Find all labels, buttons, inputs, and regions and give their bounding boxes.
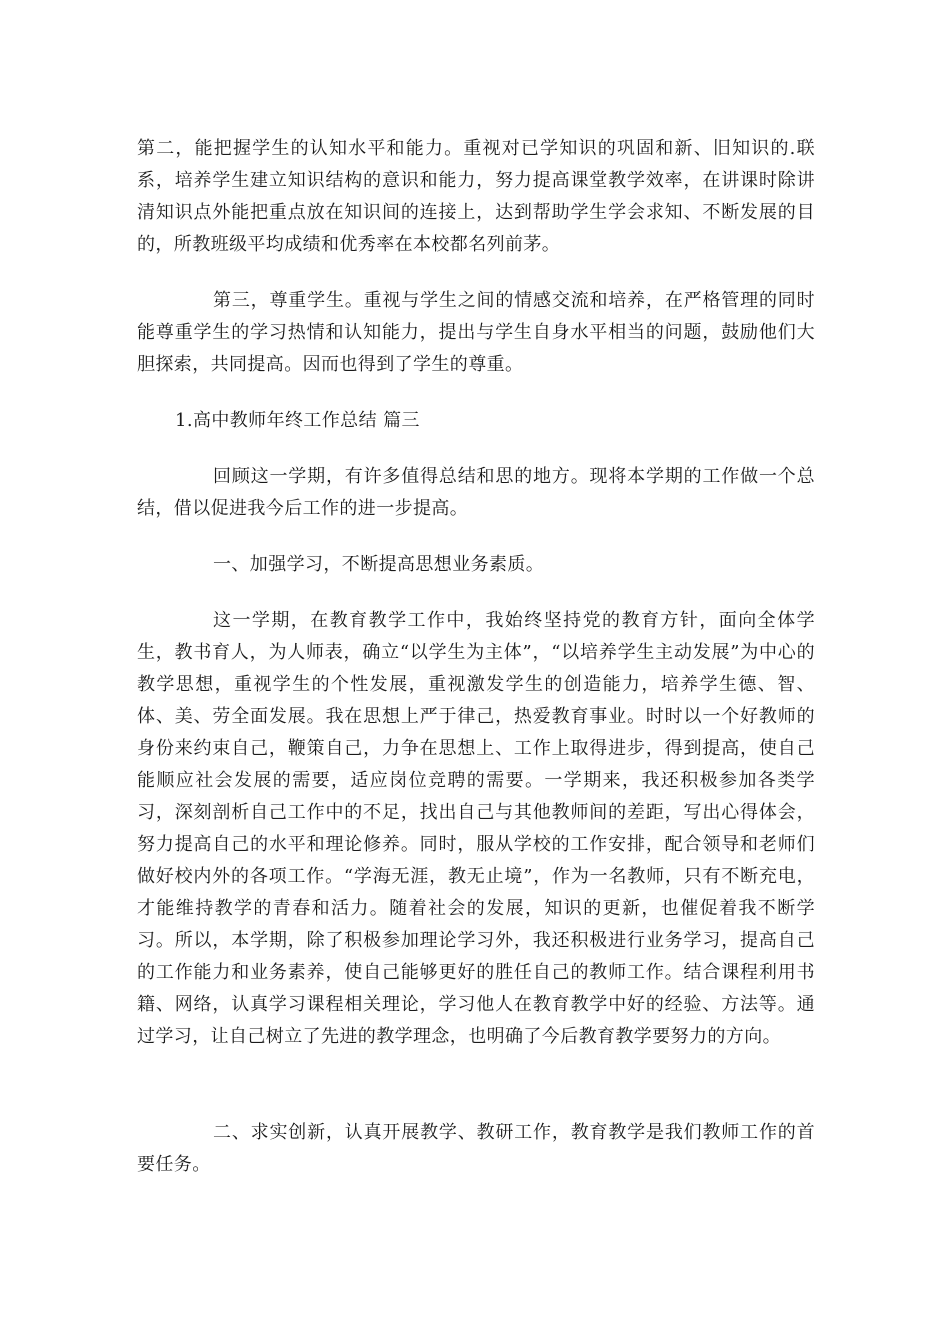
paragraph-innovation: 二、求实创新，认真开展教学、教研工作，教育教学是我们教师工作的首要任务。 xyxy=(137,1122,815,1175)
paragraph-respect-students: 第三，尊重学生。重视与学生之间的情感交流和培养，在严格管理的同时能尊重学生的学习热情和认知能力，提出与学生自身水平相当的问题，鼓励他们大胆探索，共同提高。因而也得到了学生的尊重。 xyxy=(137,290,815,375)
paragraph-strengthen-study: 一、加强学习，不断提高思想业务素质。 xyxy=(213,554,545,575)
paragraph-cognitive-level: 第二，能把握学生的认知水平和能力。重视对已学知识的巩固和新、旧知识的.联系，培养学生建立知识结构的意识和能力，努力提高课堂教学效率，在讲课时除讲清知识点外能把重点放在知识间的连接上，达到帮助学生学会求知、不断发展的目的，所教班级平均成绩和优秀率在本校都名列前茅。 xyxy=(137,138,815,255)
section-heading: 1.高中教师年终工作总结 篇三 xyxy=(175,410,420,431)
paragraph-semester-work: 这一学期，在教育教学工作中，我始终坚持党的教育方针，面向全体学生，教书育人，为人师表，确立“以学生为主体”，“以培养学生主动发展”为中心的教学思想，重视学生的个性发展，重视激发学生的创造能力，培养学生德、智、体、美、劳全面发展。我在思想上严于律己，热爱教育事业。时时以一个好教师的身份来约束自己，鞭策自己，力争在思想上、工作上取得进步，得到提高，使自己能顺应社会发展的需要，适应岗位竞聘的需要。一学期来，我还积极参加各类学习，深刻剖析自己工作中的不足，找出自己与其他教师间的差距，写出心得体会，努力提高自己的水平和理论修养。同时，服从学校的工作安排，配合领导和老师们做好校内外的各项工作。“学海无涯，教无止境”，作为一名教师，只有不断充电，才能维持教学的青春和活力。随着社会的发展，知识的更新，也催促着我不断学习。所以，本学期，除了积极参加理论学习外，我还积极进行业务学习，提高自己的工作能力和业务素养，使自己能够更好的胜任自己的教师工作。结合课程利用书籍、网络，认真学习课程相关理论，学习他人在教育教学中好的经验、方法等。通过学习，让自己树立了先进的教学理念，也明确了今后教育教学要努力的方向。 xyxy=(137,610,815,1047)
paragraph-review-semester: 回顾这一学期，有许多值得总结和思的地方。现将本学期的工作做一个总结，借以促进我今后工作的进一步提高。 xyxy=(137,466,815,519)
